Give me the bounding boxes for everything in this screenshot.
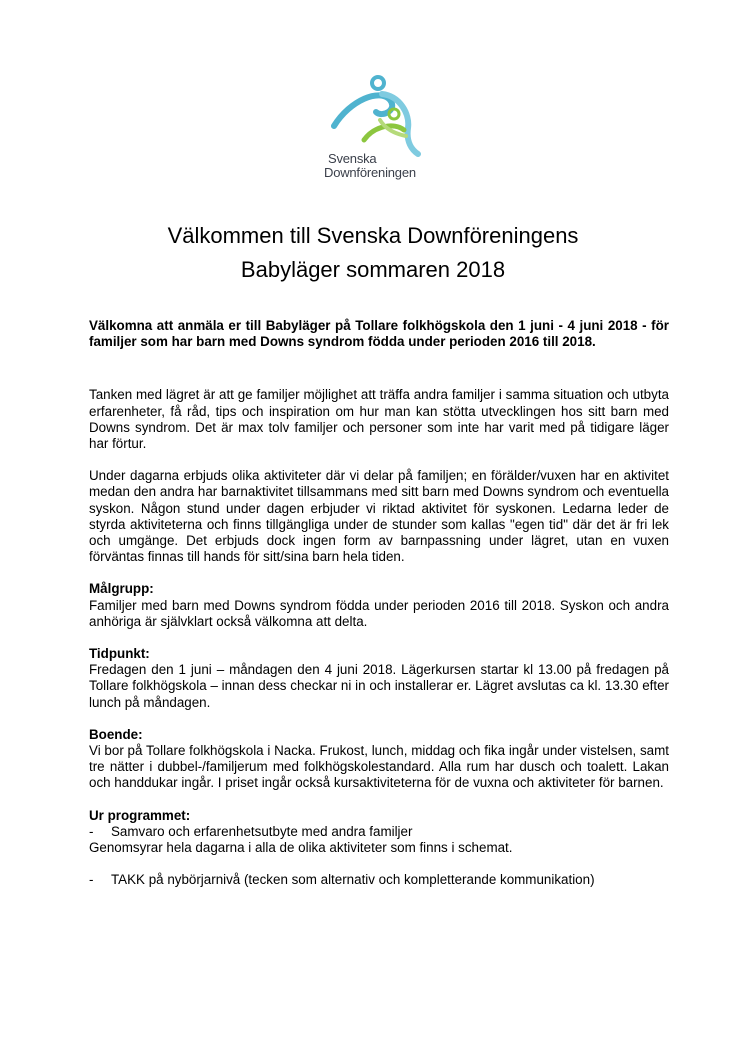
document-body [89,318,669,904]
page-title [0,219,746,287]
logo [320,70,440,190]
section-text: Familjer med barn med Downs syndrom födda under perioden 2016 till 2018. Syskon och andra anhöriga är självklart också välkomna att delta. [89,597,669,629]
paragraph-purpose: Tanken med lägret är att ge familjer möjlighet att träffa andra familjer i samma situation och utbyta erfarenheter, få råd, tips och inspiration om hur man kan stötta utvecklingen hos sitt barn med Downs syndrom. Det är max tolv familjer och personer som inte har varit med på tidigare läger har förtur. [89,387,669,452]
section-malgrupp [89,581,669,630]
section-text: Vi bor på Tollare folkhögskola i Nacka. Frukost, lunch, middag och fika ingår under vistelsen, samt tre nätter i dubbel-/familjerum med folkhögskolestandard. Alla rum har dusch och toalett. Lakan och handdukar ingår. I priset ingår också kursaktiviteterna för de vuxna och aktiviteter för barnen. [89,743,669,791]
section-heading: Målgrupp: [89,581,154,597]
section-text: Fredagen den 1 juni – måndagen den 4 juni 2018. Lägerkursen startar kl 13.00 på fredagen på Tollare folkhögskola – innan dess checkar ni in och installerar er. Lägret avslutas ca kl. 13.30 efter lunch på måndagen. [89,662,669,710]
logo-line-2: Downföreningen [324,165,416,180]
section-program [89,808,669,889]
list-item-text: TAKK på nybörjarnivå (tecken som alternativ och kompletterande kommunikation) [111,872,595,888]
paragraph-activities: Under dagarna erbjuds olika aktiviteter där vi delar på familjen; en förälder/vuxen har en aktivitet medan den andra har barnaktivitet tillsammans med sitt barn med Downs syndrom och eventuella syskon. Någon stund under dagen erbjuder vi riktad aktivitet för syskonen. Ledarna leder de styrda aktiviteterna och finns tillgängliga under de stunder som kallas "egen tid" där det är fri lek och umgänge. Det erbjuds dock ingen form av barnpassning under lägret, utan en vuxen förväntas finnas till hands för sitt/sina barn hela tiden. [89,468,669,565]
list-item [89,872,669,888]
list-item-text: Samvaro och erfarenhetsutbyte med andra familjer [111,823,413,839]
title-line-2: Babyläger sommaren 2018 [240,257,506,282]
section-tidpunkt [89,646,669,711]
title-line-1: Välkommen till Svenska Downföreningens [167,223,579,248]
section-heading: Tidpunkt: [89,646,150,662]
list-item-description: Genomsyrar hela dagarna i alla de olika aktiviteter som finns i schemat. [89,840,513,856]
section-boende [89,727,669,792]
logo-wordmark [320,152,440,180]
logo-line-1: Svenska [328,151,377,166]
section-heading: Boende: [89,726,143,742]
downforeningen-logo-icon [320,70,440,160]
list-item [89,824,669,840]
list-dash: - [89,823,94,839]
list-dash: - [89,872,94,888]
intro-paragraph: Välkomna att anmäla er till Babyläger på Tollare folkhögskola den 1 juni - 4 juni 2018 - för familjer som har barn med Downs syndrom födda under perioden 2016 till 2018. [89,318,669,350]
section-heading: Ur programmet: [89,807,191,823]
